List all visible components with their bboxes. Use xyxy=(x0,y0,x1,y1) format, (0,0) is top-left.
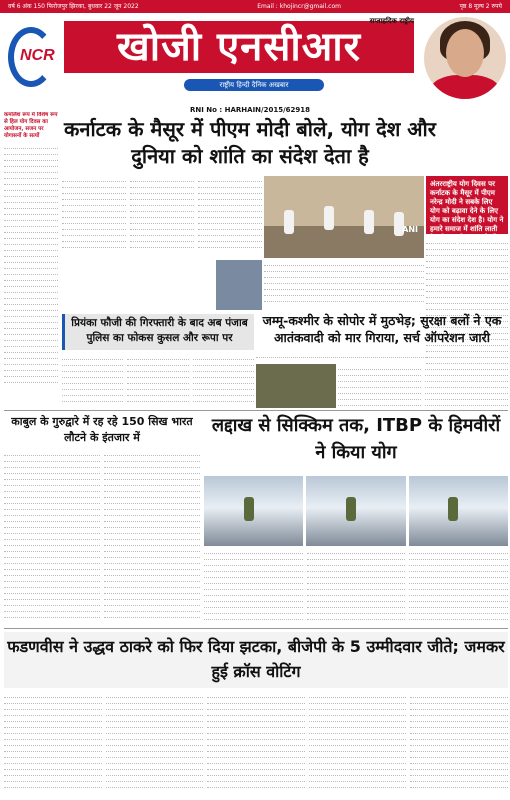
photo-badge: ANI xyxy=(402,225,418,234)
price-info: पृष्ठ 8 मूल्य 2 रुपये xyxy=(459,3,502,10)
title-box xyxy=(64,17,414,89)
itbp-photo xyxy=(204,476,303,546)
left-body-text xyxy=(4,143,58,383)
left-column xyxy=(4,112,58,408)
highlight-box: अंतरराष्ट्रीय योग दिवस पर कर्नाटक के मैसूर में पीएम नरेन्द्र मोदी ने सबके लिए योग को बढ़ावा देने के लिए योग का संदेश देश है। योग ने हमारे समाज में शांति लाती है। योग हमारे समाज के लिए आवश्यक है। xyxy=(426,176,508,234)
lead-body xyxy=(62,176,262,256)
section-divider xyxy=(4,410,508,411)
ncr-logo xyxy=(6,21,58,91)
jk-intro xyxy=(256,352,508,358)
email-info: Email : khojincr@gmail.com xyxy=(257,3,341,10)
issue-info: वर्ष 6 अंक 150 फिरोजपुर झिरका, बुधवार 22 जून 2022 xyxy=(8,3,139,10)
section-divider xyxy=(4,628,508,629)
logo-text: NCR xyxy=(20,47,55,64)
newspaper-subtitle: राष्ट्रीय हिन्दी दैनिक अखबार xyxy=(184,79,324,91)
itbp-photo xyxy=(409,476,508,546)
left-lead: कमलिश रूप में विशेष रूप से हिल योग दिवस का आयोजन, सजन पर योगासनों के सत्यों xyxy=(4,112,58,139)
itbp-photo xyxy=(306,476,405,546)
kabul-headline: काबुल के गुरुद्वारे में रह रहे 150 सिख भारत लौटने के इंतजार में xyxy=(11,415,193,444)
masthead xyxy=(0,13,510,114)
photo-caption xyxy=(264,260,424,302)
rni-number: RNI No : HARHAIN/2015/62918 xyxy=(190,106,310,114)
punjab-headline: प्रियंका फौजी की गिरफ्तारी के बाद अब पंजाब पुलिस का फोकस कुसल और रूपा पर xyxy=(62,314,254,350)
editor-photo xyxy=(424,17,506,99)
title-tagline: सप्ताहदिक राष्ट्रीय xyxy=(369,17,414,25)
jk-headline: जम्मू-कश्मीर के सोपोर में मुठभेड़; सुरक्षा बलों ने एक आतंकवादी को मार गिराया, सर्च ऑपरेशन जारी xyxy=(262,313,502,345)
bottom-headline: फडणवीस ने उद्धव ठाकरे को फिर दिया झटका, बीजेपी के 5 उम्मीदवार जीते; जमकर हुई क्रॉस वोटिंग xyxy=(4,632,508,688)
jk-body xyxy=(338,364,508,408)
small-photo xyxy=(216,260,262,310)
lead-headline: कर्नाटक के मैसूर में पीएम मोदी बोले, योग देश और दुनिया को शांति का संदेश देता है xyxy=(64,117,436,168)
kabul-body xyxy=(4,450,200,628)
itbp-photo-strip xyxy=(204,476,508,546)
yoga-photo xyxy=(264,176,424,258)
punjab-body xyxy=(62,354,254,408)
itbp-headline: लद्दाख से सिक्किम तक, ITBP के हिमवीरों ने किया योग xyxy=(211,415,501,463)
bottom-body xyxy=(4,692,508,796)
soldier-photo xyxy=(256,364,336,408)
itbp-body xyxy=(204,548,508,620)
top-info-bar xyxy=(0,0,510,13)
newspaper-title: खोजी एनसीआर xyxy=(64,21,414,73)
